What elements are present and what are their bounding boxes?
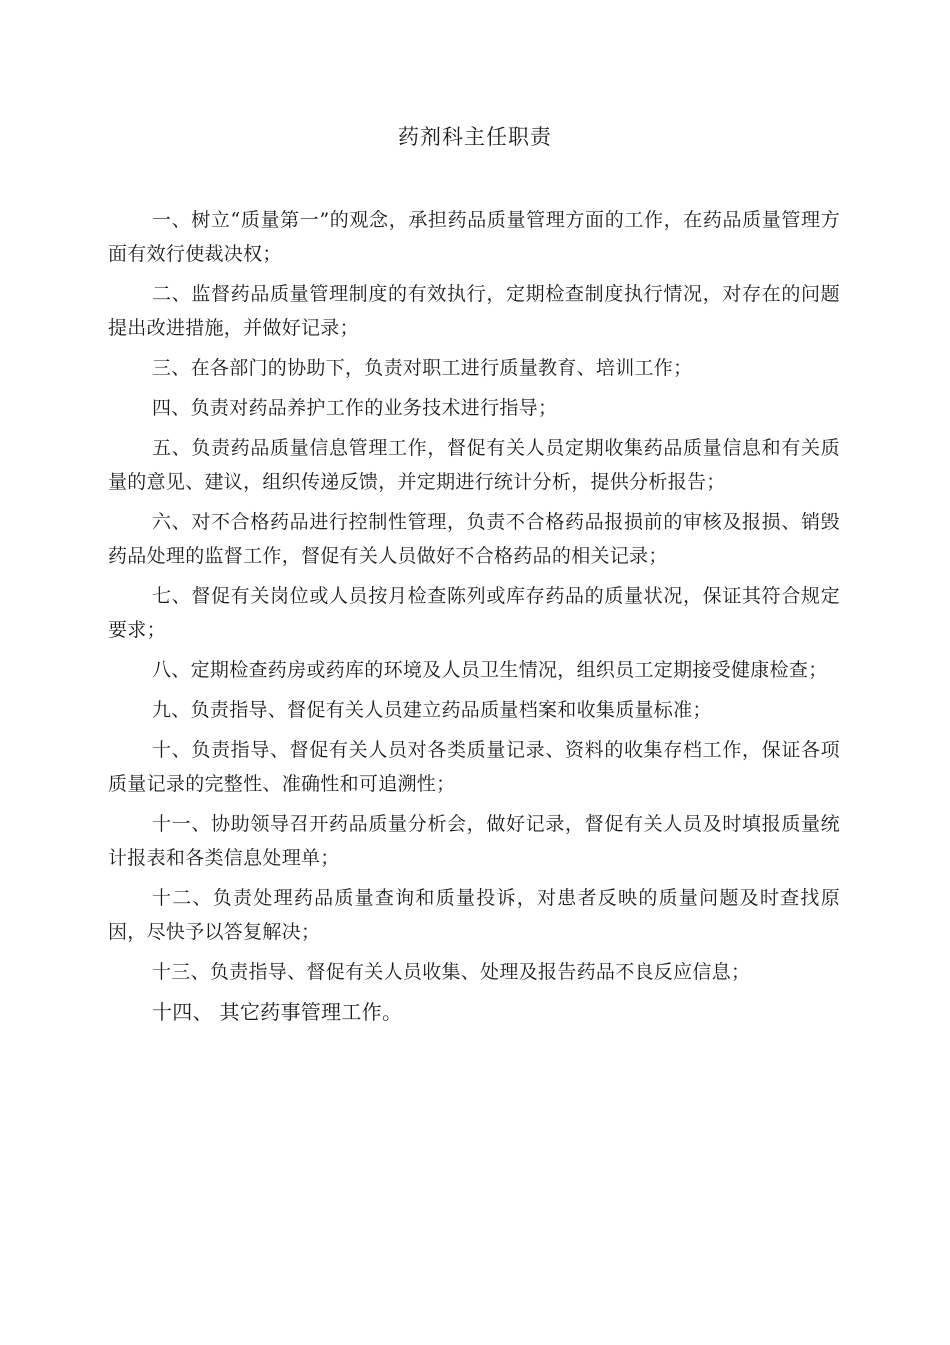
- duty-item-1: 一、树立“质量第一”的观念，承担药品质量管理方面的工作，在药品质量管理方面有效行使裁决权；: [108, 209, 840, 265]
- duty-item-2: 二、监督药品质量管理制度的有效执行，定期检查制度执行情况，对存在的问题提出改进措施，并做好记录；: [108, 283, 840, 339]
- duty-item-7: 七、督促有关岗位或人员按月检查陈列或库存药品的质量状况，保证其符合规定要求；: [108, 585, 840, 641]
- document-title: 药剂科主任职责: [398, 125, 552, 149]
- duty-item-12: 十二、负责处理药品质量查询和质量投诉，对患者反映的质量问题及时查找原因，尽快予以答复解决；: [108, 887, 840, 943]
- duty-item-6: 六、对不合格药品进行控制性管理，负责不合格药品报损前的审核及报损、销毁药品处理的监督工作，督促有关人员做好不合格药品的相关记录；: [108, 511, 840, 567]
- duty-item-5: 五、负责药品质量信息管理工作，督促有关人员定期收集药品质量信息和有关质量的意见、建议，组织传递反馈，并定期进行统计分析，提供分析报告；: [108, 437, 840, 493]
- duty-item-9: 九、负责指导、督促有关人员建立药品质量档案和收集质量标准；: [152, 699, 712, 721]
- duty-item-11: 十一、协助领导召开药品质量分析会，做好记录，督促有关人员及时填报质量统计报表和各类信息处理单；: [108, 813, 840, 869]
- duty-item-13: 十三、负责指导、督促有关人员收集、处理及报告药品不良反应信息；: [152, 961, 751, 983]
- duty-item-3: 三、在各部门的协助下，负责对职工进行质量教育、培训工作；: [152, 357, 693, 379]
- duty-item-8: 八、定期检查药房或药库的环境及人员卫生情况，组织员工定期接受健康检查；: [152, 659, 828, 681]
- document-body: [108, 203, 840, 1035]
- duty-item-10: 十、负责指导、督促有关人员对各类质量记录、资料的收集存档工作，保证各项质量记录的完整性、准确性和可追溯性；: [108, 739, 840, 795]
- duty-item-4: 四、负责对药品养护工作的业务技术进行指导；: [152, 397, 558, 419]
- duty-item-14: 十四、 其它药事管理工作。: [152, 1000, 403, 1024]
